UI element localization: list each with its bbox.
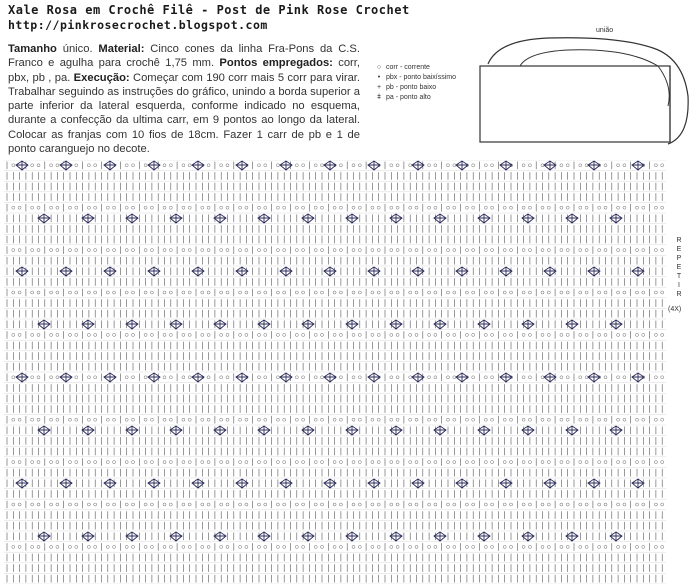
execution-text: Começar com 190 corr mais 5 corr para virar. Trabalhar seguindo as instruções do gráfico, unindo a borda superior a parte inferior da lateral esquerda, conforme indicado no esquema, durante a confecção da ultima carr, em 9 pontos ao longo da lateral. Colocar as franjas com 10 fios de 18cm. Fazer 1 carr de pb e 1 de ponto caranguejo no decote. (8, 71, 361, 156)
repeat-label (672, 236, 686, 299)
repeat-letter: R (676, 237, 682, 244)
repeat-count: (4X) (668, 306, 682, 313)
legend-label: pbx - ponto baixíssimo (386, 73, 457, 81)
legend-label: pb - ponto baixo (386, 83, 437, 91)
shawl-shape-diagram (478, 26, 696, 152)
execution-label: Execução: (73, 71, 130, 84)
repeat-letter: I (678, 282, 680, 289)
material-text: Cinco cones da linha Fra-Pons da C.S. Franco e agulha para crochê 1,75 mm. (8, 43, 360, 70)
stitches-label: Pontos empregados: (219, 57, 333, 70)
repeat-letter: E (676, 246, 682, 253)
size-label: Tamanho (8, 43, 57, 55)
legend-item (372, 72, 456, 82)
stitch-legend (372, 62, 456, 102)
repeat-letter: T (676, 273, 682, 280)
legend-label: pa - ponto alto (386, 93, 431, 101)
legend-symbol: ǂ (376, 93, 382, 101)
blog-url: http://pinkrosecrochet.blogspot.com (8, 18, 268, 32)
legend-label: corr - corrente (386, 63, 430, 71)
legend-item (372, 62, 456, 72)
legend-symbol: • (377, 73, 381, 81)
repeat-letter: P (676, 255, 682, 262)
crochet-chart (4, 160, 688, 584)
legend-item (372, 92, 456, 102)
legend-symbol: + (376, 83, 382, 91)
repeat-letter: R (676, 291, 682, 298)
size-text: único. (56, 43, 99, 55)
repeat-letter: E (676, 264, 682, 271)
stitch-grid (4, 160, 666, 584)
material-label: Material: (98, 43, 145, 55)
pattern-description (8, 42, 360, 156)
legend-item (372, 82, 456, 92)
stitches-text: corr, pbx, pb , pa. (8, 57, 360, 84)
legend-symbol: ○ (376, 63, 382, 71)
page-title: Xale Rosa em Crochê Filê - Post de Pink Rose Crochet (8, 3, 410, 17)
join-label: união (596, 27, 614, 34)
